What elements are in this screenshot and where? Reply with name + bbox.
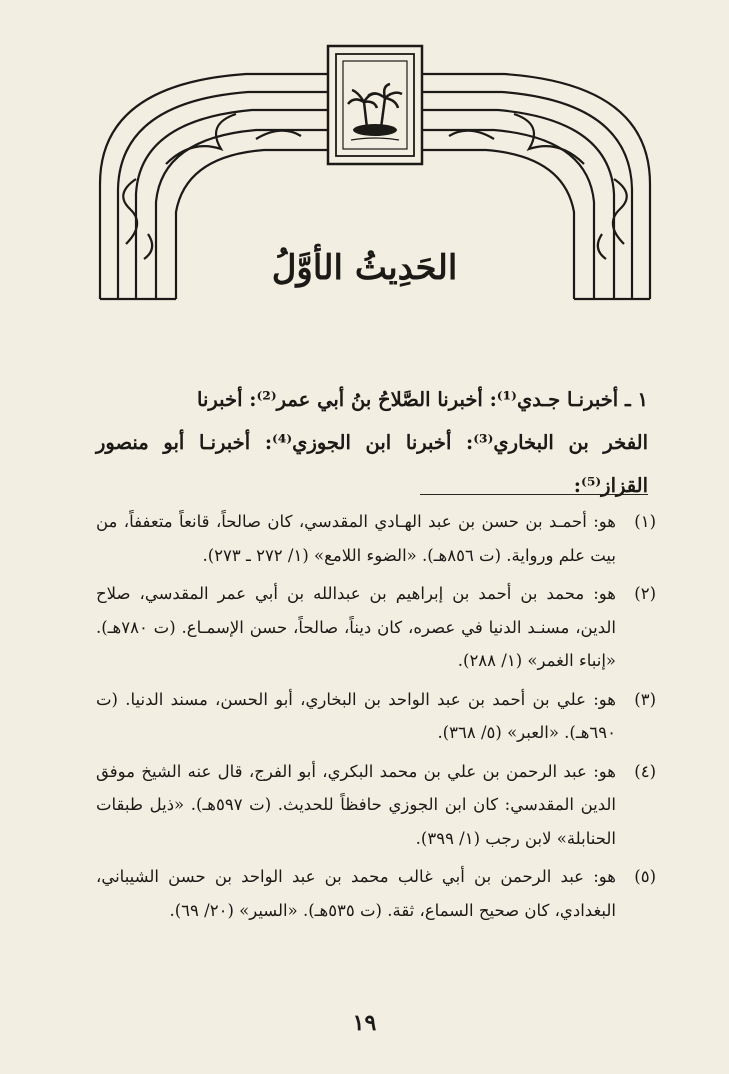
footnote-separator <box>420 494 648 495</box>
footnote-text: هو: عبد الرحمن بن علي بن محمد البكري، أبو الفرج، قال عنه الشيخ موفق الدين المقدسي: كان ابن الجوزي حافظاً للحديث. (ت ٥٩٧هـ). «ذيل طبقات الحنابلة» لابن رجب (١/ ٣٩٩). <box>96 761 617 848</box>
footnote-text: هو: عبد الرحمن بن أبي غالب محمد بن عبد الواحد بن حسن الشيباني، البغدادي، كان صحيح السماع، ثقة. (ت ٥٣٥هـ). «السير» (٢٠/ ٦٩). <box>96 867 616 920</box>
footnote-number: (٢) <box>634 584 656 603</box>
footnote-number: (٤) <box>634 761 656 781</box>
page-number: ١٩ <box>352 1010 377 1036</box>
footnote-text: هو: محمد بن أحمد بن إبراهيم بن عبدالله بن أبي عمر المقدسي، صلاح الدين، مسنـد الدنيا في عصره، كان ديناً، صالحاً، حسن الإسمـاع. (ت ٧٨٠هـ). «إنباء الغمر» (١/ ٢٨٨). <box>96 584 616 670</box>
footnote-item <box>96 683 656 750</box>
footnote-number: (٥) <box>634 867 656 886</box>
chapter-title: الحَدِيثُ الأوَّلُ <box>271 248 458 288</box>
hadith-line: ١ ـ أخبرنـا جـدي⁽¹⁾: أخبرنا الصَّلاحُ بنُ أبي عمر⁽²⁾: أخبرنا <box>197 388 648 411</box>
footnote-number: (١) <box>634 512 656 531</box>
footnote-number: (٣) <box>634 689 656 709</box>
hadith-text <box>96 378 648 507</box>
footnotes-section <box>96 505 656 932</box>
footnote-text: هو: أحمـد بن حسن بن عبد الهـادي المقدسي، كان صالحاً، قانعاً متعففاً، من بيت علم ورواية. (ت ٨٥٦هـ). «الضوء اللامع» (١/ ٢٧٢ ـ ٢٧٣). <box>96 512 616 565</box>
hadith-line: الفخر بن البخاري⁽³⁾: أخبرنا ابن الجوزي⁽⁴⁾: أخبرنـا أبو منصور القزاز⁽⁵⁾: <box>96 431 648 497</box>
footnote-item <box>96 577 656 678</box>
footnote-item <box>96 860 656 927</box>
footnote-text: هو: علي بن أحمد بن عبد الواحد بن البخاري، أبو الحسن، مسند الدنيا. (ت ٦٩٠هـ). «العبر» (٥/ ٣٦٨). <box>96 689 616 742</box>
footnote-item <box>96 755 656 856</box>
footnote-item <box>96 505 656 572</box>
